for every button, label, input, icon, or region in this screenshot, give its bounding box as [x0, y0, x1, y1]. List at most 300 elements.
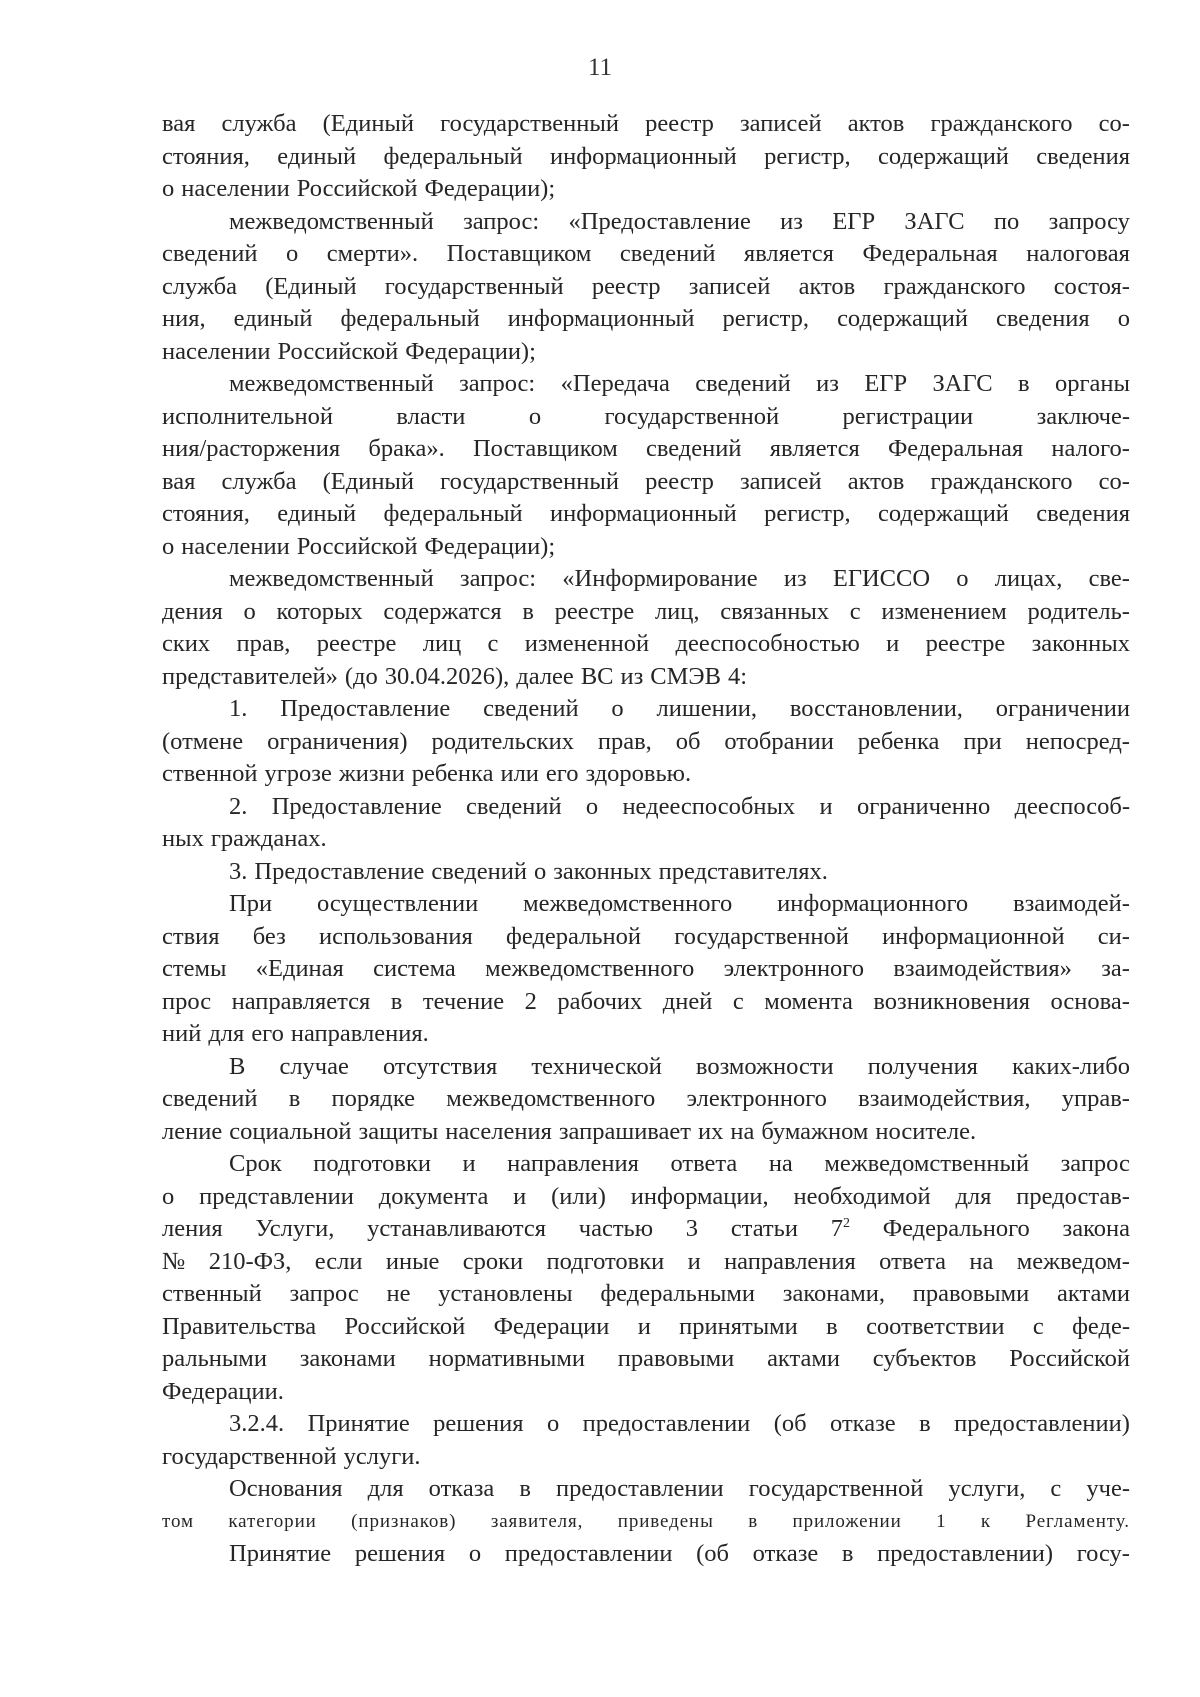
- word: «Информирование: [562, 565, 758, 592]
- word: услуги.: [343, 1442, 421, 1470]
- text-line: [162, 661, 1130, 694]
- word: ограничении: [995, 695, 1130, 722]
- word: актов: [798, 272, 856, 300]
- word: реестр: [591, 272, 661, 300]
- word: власти: [396, 402, 466, 430]
- word: единый: [277, 500, 357, 527]
- word: о: [585, 792, 599, 820]
- word: о: [533, 857, 547, 885]
- word: дней: [662, 987, 713, 1015]
- word: актов: [847, 467, 905, 495]
- word: рабочих: [557, 987, 643, 1015]
- word: законных: [1031, 630, 1130, 657]
- word: с: [1032, 1312, 1044, 1340]
- word: на: [730, 1117, 755, 1145]
- word: государственной: [674, 922, 849, 950]
- word: 3.: [229, 857, 248, 885]
- text-line: [162, 336, 1130, 369]
- word: Федеральная: [862, 240, 998, 267]
- word: управ-: [1061, 1085, 1130, 1112]
- word: лиц,: [654, 597, 700, 625]
- word: в: [1018, 370, 1030, 397]
- word: Регламенту.: [1025, 1510, 1130, 1532]
- word: о: [956, 565, 969, 592]
- text-line: [162, 1083, 1130, 1116]
- word: федеральный: [340, 305, 480, 332]
- word: (до: [344, 662, 378, 690]
- word: содержащий: [837, 305, 968, 332]
- word: межведомственного: [485, 955, 695, 982]
- word: межведомственный: [824, 1150, 1030, 1177]
- word: 2.: [229, 792, 248, 820]
- word: ЗАГС: [932, 370, 993, 397]
- word: о: [286, 240, 299, 267]
- word: которых: [276, 597, 363, 625]
- word: гражданского: [883, 272, 1026, 300]
- word: служба: [162, 272, 237, 300]
- word: 3.2.4.: [229, 1410, 285, 1437]
- document-body: [162, 108, 1130, 1571]
- word: с: [487, 630, 499, 657]
- text-line: [162, 1506, 1130, 1539]
- word: межведомственный: [229, 207, 434, 235]
- word: без: [252, 922, 286, 950]
- word: представителей»: [162, 662, 338, 690]
- word: к: [980, 1510, 992, 1532]
- word: Федерации.: [162, 1377, 284, 1405]
- word: восстановлении,: [789, 695, 963, 722]
- word: ответа: [879, 1247, 946, 1275]
- text-line: [162, 596, 1130, 629]
- word: федеральной: [506, 922, 641, 950]
- word: В: [229, 1052, 246, 1080]
- word: взаимодействия,: [858, 1085, 1031, 1112]
- text-line: [162, 953, 1130, 986]
- word: отказа: [428, 1475, 495, 1502]
- text-line: [162, 531, 1130, 564]
- word: Правительства: [162, 1312, 317, 1340]
- word: №: [162, 1247, 186, 1275]
- word: из: [780, 207, 803, 235]
- word: запрос:: [463, 207, 540, 235]
- word: из: [783, 565, 807, 592]
- word: исполнительной: [162, 402, 333, 430]
- text-line: [162, 498, 1130, 531]
- word: регистр,: [722, 305, 810, 332]
- word: гражданского: [930, 110, 1073, 137]
- word: ление: [162, 1117, 223, 1145]
- word: записей: [688, 272, 771, 300]
- word: регистр,: [764, 500, 851, 527]
- word: направления: [724, 1247, 856, 1275]
- word: ЕГР: [864, 370, 908, 397]
- word: запрашивает: [558, 1117, 692, 1145]
- word: брака».: [368, 435, 445, 462]
- word: записей: [739, 467, 822, 495]
- word: в: [748, 1510, 759, 1532]
- word: в: [390, 987, 403, 1015]
- word: течение: [422, 987, 505, 1015]
- word: статьи: [730, 1215, 798, 1242]
- word: (признаков): [351, 1510, 457, 1532]
- word: за-: [1101, 955, 1130, 982]
- word: $7^2$: [830, 1215, 850, 1242]
- word: приведены: [617, 1510, 714, 1532]
- word: получения: [867, 1052, 978, 1080]
- word: ВС: [580, 662, 614, 690]
- word: вая: [162, 467, 196, 495]
- word: о: [243, 597, 256, 625]
- word: документа: [378, 1182, 489, 1210]
- word: ственной: [162, 760, 258, 787]
- word: связанных: [720, 597, 830, 625]
- word: отобрании: [724, 727, 834, 755]
- word: дения: [162, 597, 223, 625]
- word: ограничения): [267, 727, 408, 755]
- word: возможности: [695, 1052, 834, 1080]
- word: (об: [773, 1410, 807, 1437]
- word: состоя-: [1053, 272, 1130, 300]
- word: Поставщиком: [446, 240, 592, 267]
- word: ных: [162, 825, 204, 852]
- text-line: [162, 856, 1130, 889]
- word: предоставлении: [556, 1475, 724, 1502]
- text-line: [162, 368, 1130, 401]
- text-line: [162, 563, 1130, 596]
- word: заключе-: [1036, 402, 1130, 430]
- word: здоровью.: [585, 760, 692, 787]
- word: решения: [433, 1410, 524, 1437]
- word: направления: [507, 1150, 639, 1177]
- word: Предоставление: [280, 695, 451, 722]
- word: ребенка: [411, 760, 494, 787]
- word: запрос:: [459, 370, 536, 397]
- word: ских: [162, 630, 211, 657]
- word: ЕГР: [832, 207, 876, 235]
- word: заявителя,: [490, 1510, 584, 1532]
- word: служба: [221, 110, 297, 137]
- word: подготовки: [313, 1150, 431, 1177]
- word: в: [522, 597, 534, 625]
- word: си-: [1097, 922, 1130, 950]
- text-line: [162, 1538, 1130, 1571]
- word: со-: [1098, 467, 1130, 495]
- word: решения: [354, 1540, 446, 1567]
- word: реестр: [645, 110, 714, 137]
- word: феде-: [1072, 1312, 1130, 1340]
- word: взаимодействия»: [893, 955, 1072, 982]
- word: Российской: [1009, 1345, 1130, 1372]
- text-line: [162, 1018, 1130, 1051]
- word: Российской: [344, 1312, 466, 1340]
- word: ЗАГС: [904, 207, 965, 235]
- word: о: [468, 1540, 482, 1567]
- word: ствия: [162, 922, 220, 950]
- word: сведений: [466, 792, 562, 820]
- word: 210-ФЗ,: [208, 1247, 292, 1275]
- word: предостав-: [1016, 1182, 1130, 1210]
- word: о: [162, 175, 175, 202]
- word: запрос: [289, 1280, 359, 1307]
- word: служба: [221, 467, 297, 495]
- word: и: [462, 1150, 476, 1177]
- word: Принятие: [307, 1410, 410, 1437]
- word: 2: [524, 987, 537, 1015]
- word: об: [675, 727, 701, 755]
- word: в: [826, 1312, 838, 1340]
- text-line: [162, 141, 1130, 174]
- word: межведомственного: [523, 890, 733, 917]
- text-line: [162, 628, 1130, 661]
- word: сведений: [431, 857, 527, 885]
- word: информационный: [507, 305, 695, 332]
- word: предоставлении: [582, 1410, 751, 1437]
- text-line: [162, 1278, 1130, 1311]
- word: представителях.: [658, 857, 828, 885]
- word: актами: [1056, 1280, 1130, 1307]
- word: 1.: [229, 695, 248, 722]
- text-line: [162, 1408, 1130, 1441]
- word: государственной: [604, 402, 780, 430]
- word: его: [545, 760, 579, 787]
- word: 4:: [727, 662, 748, 690]
- text-line: [162, 921, 1130, 954]
- word: порядке: [331, 1085, 416, 1112]
- word: (Единый: [265, 272, 357, 300]
- text-line: [162, 271, 1130, 304]
- word: реестре: [316, 630, 397, 657]
- word: жизни: [338, 760, 405, 787]
- word: из: [620, 662, 644, 690]
- word: госу-: [1076, 1540, 1130, 1567]
- word: отказе: [752, 1540, 819, 1567]
- word: подготовки: [546, 1247, 665, 1275]
- word: 3: [685, 1215, 699, 1242]
- word: ребенка: [857, 727, 940, 755]
- word: федеральными: [600, 1280, 756, 1307]
- word: отсутствия: [382, 1052, 498, 1080]
- text-line: [162, 303, 1130, 336]
- word: сведений: [695, 370, 791, 397]
- word: для: [367, 1475, 404, 1502]
- word: гражданах.: [210, 825, 327, 852]
- word: Услуги,: [255, 1215, 335, 1242]
- word: предоставлении: [504, 1540, 673, 1567]
- word: нормативными: [428, 1345, 585, 1372]
- word: государственный: [384, 272, 564, 300]
- word: технической: [531, 1052, 662, 1080]
- word: лицах,: [994, 565, 1063, 592]
- word: реестр: [645, 467, 714, 495]
- word: информационной: [882, 922, 1065, 950]
- text-line: [162, 758, 1130, 791]
- word: сведений: [162, 1085, 258, 1112]
- text-line: [162, 823, 1130, 856]
- word: сведений: [619, 240, 716, 267]
- word: населения: [445, 1117, 552, 1145]
- word: если: [314, 1247, 363, 1275]
- word: закона: [1062, 1215, 1130, 1242]
- word: содержащий: [878, 142, 1009, 170]
- word: (об: [696, 1540, 729, 1567]
- word: сведения: [996, 305, 1090, 332]
- word: с: [1050, 1475, 1062, 1502]
- word: запрос: [1060, 1150, 1130, 1177]
- word: государственный: [440, 110, 619, 137]
- word: ограниченно: [856, 792, 991, 820]
- word: Федерации);: [424, 175, 556, 202]
- text-line: [162, 1051, 1130, 1084]
- word: Федерального: [882, 1215, 1030, 1242]
- word: в: [288, 1085, 301, 1112]
- word: информационный: [550, 142, 737, 170]
- word: и: [513, 1182, 527, 1210]
- word: ния,: [162, 305, 206, 332]
- word: (Единый: [322, 110, 415, 137]
- word: направления.: [290, 1020, 429, 1047]
- word: сроки: [462, 1247, 524, 1275]
- word: о: [546, 1410, 560, 1437]
- word: бумажном: [761, 1117, 869, 1145]
- word: содержатся: [383, 597, 502, 625]
- word: федеральный: [383, 142, 523, 170]
- word: осуществлении: [316, 890, 479, 917]
- word: законами: [299, 1345, 396, 1372]
- word: носителе.: [875, 1117, 977, 1145]
- word: предоставлении): [877, 1540, 1054, 1567]
- word: смерти».: [326, 240, 419, 267]
- word: единый: [233, 305, 313, 332]
- word: родитель-: [1027, 597, 1130, 625]
- word: далее: [516, 662, 574, 690]
- text-line: [162, 1148, 1130, 1181]
- word: «Единая: [255, 955, 344, 982]
- word: и: [886, 630, 900, 657]
- word: межведомственного: [446, 1085, 656, 1112]
- word: со-: [1098, 110, 1130, 137]
- word: сведений: [645, 435, 742, 462]
- word: (Единый: [322, 467, 415, 495]
- word: защиты: [358, 1117, 439, 1145]
- word: содержащий: [878, 500, 1009, 527]
- word: является: [743, 240, 834, 267]
- word: о: [162, 1182, 175, 1210]
- word: прос: [162, 987, 212, 1015]
- word: Предоставление: [271, 792, 442, 820]
- word: населении: [162, 337, 271, 365]
- text-line: [162, 693, 1130, 726]
- word: Основания: [229, 1475, 343, 1502]
- word: установлены: [438, 1280, 573, 1307]
- text-line: [162, 1473, 1130, 1506]
- word: «Предоставление: [568, 207, 751, 235]
- word: электронного: [723, 955, 864, 982]
- text-line: [162, 888, 1130, 921]
- word: недееспособных: [622, 792, 796, 820]
- word: направляется: [231, 987, 371, 1015]
- word: стемы: [162, 955, 227, 982]
- text-line: [162, 791, 1130, 824]
- word: запрос:: [459, 565, 537, 592]
- word: единый: [277, 142, 357, 170]
- word: Федерации);: [424, 532, 556, 560]
- word: их: [698, 1117, 724, 1145]
- text-line: [162, 173, 1130, 206]
- word: ответа: [670, 1150, 738, 1177]
- word: по: [993, 207, 1020, 235]
- word: приложении: [792, 1510, 902, 1532]
- word: ния/расторжения: [162, 435, 341, 462]
- word: регистр,: [764, 142, 851, 170]
- word: информации,: [630, 1182, 769, 1210]
- word: ЕГИССО: [832, 565, 931, 592]
- word: представлении: [199, 1182, 354, 1210]
- word: дееспособностью: [675, 630, 860, 657]
- word: каких-либо: [1012, 1052, 1130, 1080]
- word: стояния,: [162, 142, 250, 170]
- word: и: [687, 1247, 701, 1275]
- word: Принятие: [229, 1540, 332, 1567]
- word: Федерации);: [405, 337, 536, 365]
- text-line: [162, 1213, 1130, 1246]
- word: межведом-: [1016, 1247, 1130, 1275]
- word: гражданского: [930, 467, 1073, 495]
- word: Российской: [296, 175, 418, 202]
- word: дееспособ-: [1014, 792, 1130, 820]
- page-number: 11: [587, 54, 613, 81]
- word: о: [1117, 305, 1130, 332]
- word: све-: [1088, 565, 1130, 592]
- word: электронного: [686, 1085, 827, 1112]
- text-line: [162, 1311, 1130, 1344]
- word: населении: [181, 175, 290, 202]
- word: сведения: [1036, 142, 1130, 170]
- word: государственный: [440, 467, 619, 495]
- text-line: [162, 1246, 1130, 1279]
- word: из: [816, 370, 839, 397]
- word: налого-: [1051, 435, 1130, 462]
- word: с: [732, 987, 744, 1015]
- word: государственной: [162, 1442, 337, 1470]
- word: является: [769, 435, 860, 462]
- word: правовыми: [617, 1345, 735, 1372]
- word: Российской: [277, 337, 399, 365]
- word: и: [637, 1312, 651, 1340]
- word: частью: [578, 1215, 654, 1242]
- word: родительских: [431, 727, 574, 755]
- word: необходимой: [793, 1182, 931, 1210]
- word: Федерации: [493, 1312, 610, 1340]
- text-line: [162, 1181, 1130, 1214]
- word: использования: [318, 922, 473, 950]
- word: и: [819, 792, 833, 820]
- word: прав,: [236, 630, 291, 657]
- word: записей: [739, 110, 822, 137]
- word: регистрации: [842, 402, 974, 430]
- word: сведений: [162, 240, 258, 267]
- word: ственный: [162, 1280, 262, 1307]
- word: для: [208, 1020, 245, 1047]
- text-line: [162, 986, 1130, 1019]
- text-line: [162, 206, 1130, 239]
- word: органы: [1055, 370, 1130, 397]
- word: принятыми: [679, 1312, 798, 1340]
- text-line: [162, 1441, 1130, 1474]
- word: угрозе: [264, 760, 332, 787]
- word: ления: [162, 1215, 223, 1242]
- word: Срок: [229, 1150, 282, 1177]
- word: соответствии: [866, 1312, 1005, 1340]
